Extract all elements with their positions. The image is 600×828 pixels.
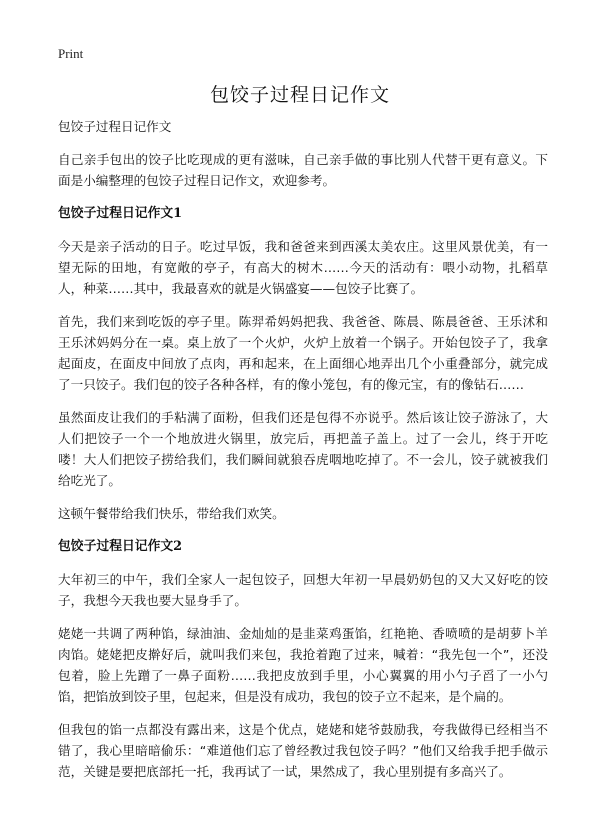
document-subtitle: 包饺子过程日记作文 (58, 119, 172, 134)
section-1-paragraph-4: 这顿午餐带给我们快乐，带给我们欢笑。 (58, 506, 285, 521)
section-heading-1: 包饺子过程日记作文1 (58, 206, 183, 221)
document-body (58, 116, 548, 794)
intro-paragraph: 自己亲手包出的饺子比吃现成的更有滋味，自己亲手做的事比别人代替干更有意义。下面是小编整理的包饺子过程日记作文，欢迎参考。 (58, 152, 548, 188)
section-1-paragraph-1: 今天是亲子活动的日子。吃过早饭，我和爸爸来到西溪太美农庄。这里风景优美，有一望无际的田地，有宽敞的亭子，有高大的树木……今天的活动有：喂小动物，扎稻草人，种菜……其中，我最喜欢的就是火锅盛宴——包饺子比赛了。 (58, 239, 548, 296)
section-1-paragraph-2: 首先，我们来到吃饭的亭子里。陈羿希妈妈把我、我爸爸、陈晨、陈晨爸爸、王乐沭和王乐沭妈妈分在一桌。桌上放了一个火炉，火炉上放着一个锅子。开始包饺子了，我拿起面皮，在面皮中间放了点肉，再和起来，在上面细心地弄出几个小重叠部分，就完成了一只饺子。我们包的饺子各种各样，有的像小笼包，有的像元宝，有的像钻石…… (58, 314, 548, 392)
print-label: Print (58, 46, 84, 61)
section-1-paragraph-3: 虽然面皮让我们的手粘满了面粉，但我们还是包得不亦说乎。然后该让饺子游泳了，大人们把饺子一个一个地放进火锅里，放完后，再把盖子盖上。过了一会儿，终于开吃喽！大人们把饺子捞给我们，我们瞬间就狼吞虎咽地吃掉了。不一会儿，饺子就被我们给吃光了。 (58, 410, 548, 488)
section-2-paragraph-2: 姥姥一共调了两种馅，绿油油、金灿灿的是韭菜鸡蛋馅，红艳艳、香喷喷的是胡萝卜羊肉馅。姥姥把皮擀好后，就叫我们来包，我抢着跑了过来，喊着：“我先包一个”，还没包着，脸上先蹭了一鼻子面粉……我把皮放到手里，小心翼翼的用小勺子舀了一小勺馅，把馅放到饺子里，包起来，但是没有成功，我包的饺子立不起来，是个扁的。 (58, 626, 548, 704)
section-2-paragraph-3: 但我包的馅一点都没有露出来，这是个优点，姥姥和姥爷鼓励我，夸我做得已经相当不错了，我心里暗暗偷乐：“难道他们忘了曾经教过我包饺子吗？”他们又给我手把手做示范，关键是要把底部托一托，我再试了一试，果然成了，我心里别提有多高兴了。 (58, 722, 548, 779)
document-title: 包饺子过程日记作文 (209, 84, 390, 106)
section-2-paragraph-1: 大年初三的中午，我们全家人一起包饺子，回想大年初一早晨奶奶包的又大又好吃的饺子，我想今天我也要大显身手了。 (58, 572, 548, 608)
section-heading-2: 包饺子过程日记作文2 (58, 539, 183, 554)
